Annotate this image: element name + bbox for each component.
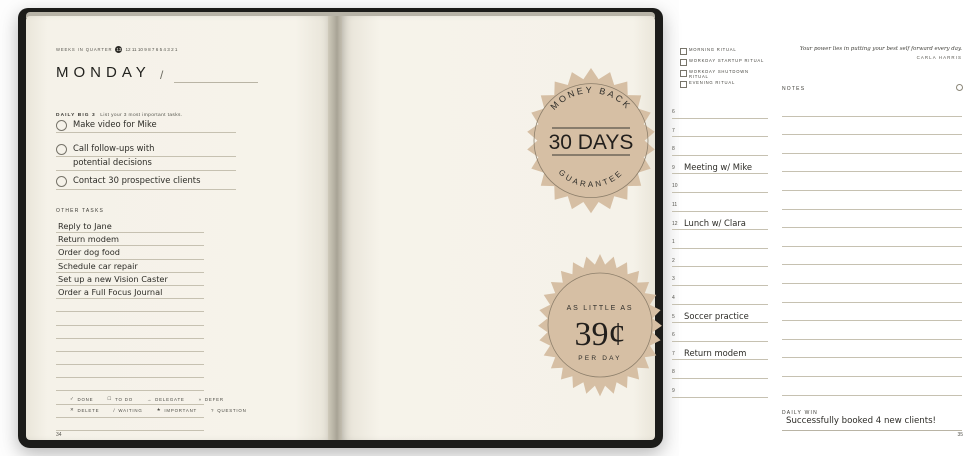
- price-amount: 39¢: [574, 316, 626, 353]
- checkbox-icon[interactable]: [680, 81, 687, 88]
- big3-text-2-cont: potential decisions: [73, 157, 152, 167]
- daily-win-text: Successfully booked 4 new clients!: [786, 416, 936, 426]
- legend-question: ? QUESTION: [211, 407, 247, 413]
- weeks-in-quarter: [56, 46, 256, 53]
- page-number-right: 35: [957, 432, 963, 438]
- list-item[interactable]: Return modem: [56, 233, 204, 246]
- notes-lines[interactable]: [782, 98, 962, 396]
- ritual-workday-startup[interactable]: WORKDAY STARTUP RITUAL: [680, 57, 766, 68]
- big3-text-1: Make video for Mike: [73, 119, 157, 129]
- date-write-line: [174, 82, 258, 83]
- page-number-left: 34: [56, 432, 62, 438]
- big3-text-2: Call follow-ups with: [73, 143, 155, 153]
- weeks-current: 13: [116, 47, 122, 52]
- schedule-entry-5: Soccer practice: [684, 310, 749, 321]
- legend-row-1: [70, 396, 308, 402]
- quote-text: Your power lies in putting your best self forward every day.: [799, 46, 962, 52]
- list-item[interactable]: Order dog food: [56, 246, 204, 259]
- schedule-row: 7: [672, 119, 768, 138]
- sunburst-shape: [532, 252, 668, 388]
- list-item[interactable]: Order a Full Focus Journal: [56, 286, 204, 299]
- schedule-row: 8: [672, 360, 768, 379]
- svg-text:MONEY BACK: MONEY BACK: [548, 84, 634, 112]
- price-top-label: AS LITTLE AS: [566, 305, 634, 312]
- schedule-row: 7 Return modem: [672, 342, 768, 361]
- legend-important: ★ IMPORTANT: [156, 407, 198, 413]
- list-item[interactable]: [56, 326, 204, 339]
- schedule-row: 5 Soccer practice: [672, 305, 768, 324]
- schedule-row: 9: [672, 379, 768, 398]
- schedule-row: 6: [672, 323, 768, 342]
- ritual-evening[interactable]: EVENING RITUAL: [680, 79, 766, 90]
- money-back-guarantee-badge: [516, 66, 666, 216]
- list-item[interactable]: [56, 352, 204, 365]
- checkbox-circle-icon[interactable]: [56, 120, 67, 131]
- schedule-row: 2: [672, 249, 768, 268]
- big3-text-3: Contact 30 prospective clients: [73, 175, 201, 185]
- weeks-list: 12 11 10 9 8 7 6 5 4 3 2 1: [125, 47, 178, 52]
- quote-author: CARLA HARRIS: [916, 55, 962, 60]
- legend-todo: ☐ TO DO: [107, 396, 133, 402]
- schedule-row: 9 Meeting w/ Mike: [672, 156, 768, 175]
- schedule-column: [672, 100, 768, 398]
- other-tasks-label: OTHER TASKS: [56, 208, 105, 214]
- schedule-entry-9: Meeting w/ Mike: [684, 161, 753, 172]
- legend-delete: ✕ DELETE: [70, 407, 100, 413]
- list-item[interactable]: Reply to Jane: [56, 220, 204, 233]
- list-item[interactable]: [56, 312, 204, 325]
- svg-text:GUARANTEE: GUARANTEE: [556, 167, 626, 190]
- checkbox-icon[interactable]: [680, 59, 687, 66]
- checkbox-circle-icon[interactable]: [56, 176, 67, 187]
- daily-big-3-hint: List your 3 most important tasks.: [100, 113, 183, 118]
- schedule-row: 3: [672, 267, 768, 286]
- legend: [70, 396, 308, 418]
- checkbox-circle-icon[interactable]: [56, 144, 67, 155]
- legend-defer: » DEFER: [198, 396, 224, 402]
- checkbox-icon[interactable]: [680, 48, 687, 55]
- notes-label: NOTES: [782, 86, 806, 92]
- schedule-entry-7: Return modem: [684, 347, 747, 358]
- legend-delegate: → DELEGATE: [146, 396, 185, 402]
- weeks-label: WEEKS IN QUARTER: [56, 47, 113, 52]
- daily-win-label: DAILY WIN: [782, 410, 818, 416]
- list-item[interactable]: Set up a new Vision Caster: [56, 273, 204, 286]
- daily-win-line: [782, 430, 962, 431]
- schedule-row: 1: [672, 230, 768, 249]
- list-item[interactable]: [56, 378, 204, 391]
- list-item[interactable]: [56, 299, 204, 312]
- schedule-entry-12: Lunch w/ Clara: [684, 217, 746, 228]
- notes-dot-icon: [956, 84, 963, 91]
- guarantee-headline: 30 DAYS: [548, 131, 634, 154]
- list-item[interactable]: [56, 418, 204, 431]
- quote-block: [786, 46, 962, 60]
- schedule-row: 12 Lunch w/ Clara: [672, 212, 768, 231]
- checkbox-icon[interactable]: [680, 70, 687, 77]
- schedule-row: 11: [672, 193, 768, 212]
- starburst-shape: [516, 66, 666, 216]
- legend-row-2: [70, 407, 308, 413]
- schedule-row: 4: [672, 286, 768, 305]
- schedule-row: 6: [672, 100, 768, 119]
- ritual-morning[interactable]: MORNING RITUAL: [680, 46, 766, 57]
- schedule-row: 10: [672, 174, 768, 193]
- ritual-workday-shutdown[interactable]: WORKDAY SHUTDOWN RITUAL: [680, 68, 766, 79]
- list-item[interactable]: [56, 365, 204, 378]
- date-slash: /: [160, 68, 164, 82]
- price-bottom-label: PER DAY: [578, 355, 622, 362]
- legend-waiting: / WAITING: [113, 407, 143, 413]
- left-page: [26, 16, 332, 440]
- page-title: MONDAY: [56, 64, 151, 81]
- legend-done: ✓ DONE: [70, 396, 94, 402]
- schedule-row: 8: [672, 137, 768, 156]
- daily-big-3-label: DAILY BIG 3: [56, 113, 96, 118]
- rituals-checklist: [680, 46, 766, 90]
- list-item[interactable]: [56, 339, 204, 352]
- price-per-day-badge: [532, 252, 668, 388]
- list-item[interactable]: Schedule car repair: [56, 260, 204, 273]
